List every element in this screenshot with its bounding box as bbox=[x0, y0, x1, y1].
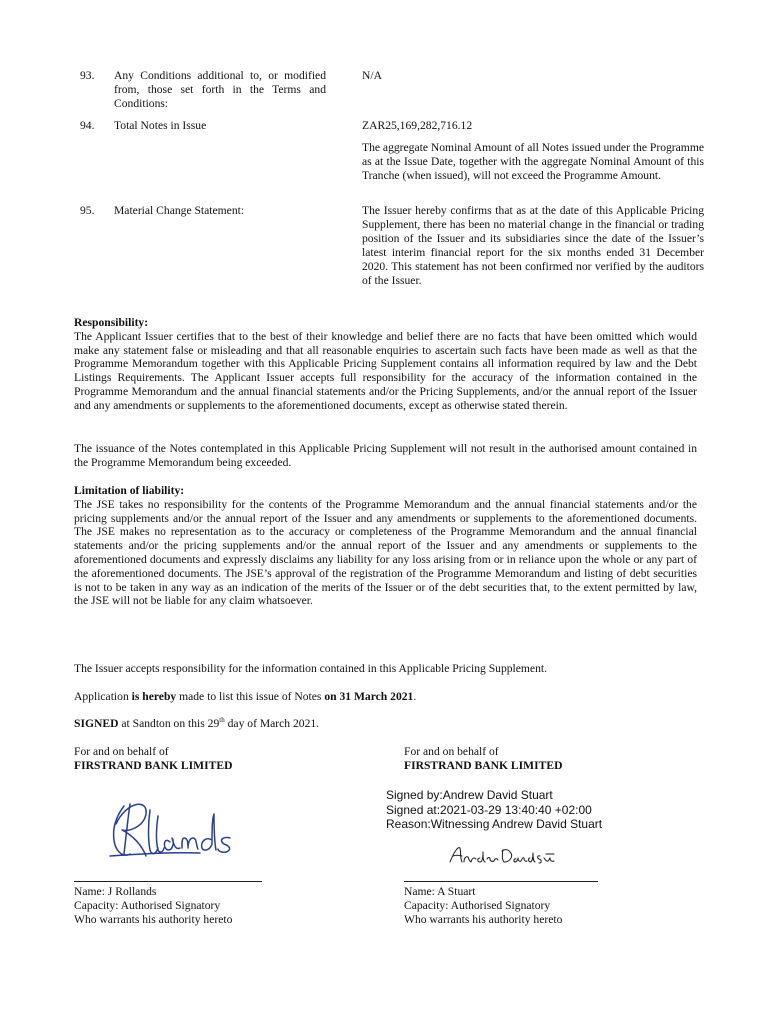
digital-reason: Reason:Witnessing Andrew David Stuart bbox=[386, 817, 603, 832]
signature-line-left bbox=[74, 881, 262, 882]
signatory-name: Name: A Stuart bbox=[404, 885, 476, 898]
responsibility-heading: Responsibility: bbox=[74, 316, 149, 329]
digital-signed-by: Signed by:Andrew David Stuart bbox=[386, 788, 553, 802]
signatory-right-details bbox=[404, 885, 562, 927]
signatory-capacity: Capacity: Authorised Signatory bbox=[404, 899, 551, 912]
item-term: Material Change Statement: bbox=[114, 204, 245, 217]
signatory-capacity: Capacity: Authorised Signatory bbox=[74, 899, 221, 912]
responsibility-paragraph: The Applicant Issuer certifies that to the best of their knowledge and belief there are no facts that have been omitted which would make any statement false or misleading and that all reasonable enquiries to ascertain such facts have been made as well as that the Programme Memorandum together with this Applicable Pricing Supplement contains all information required by law and the Debt Listings Requirements. The Applicant Issuer accepts full responsibility for the accuracy of the information contained in the Programme Memorandum and the annual financial statements and/or the Pricing Supplements, and/or the annual report of the Issuer and any amendments or supplements to the aforementioned documents, except as otherwise stated therein. bbox=[74, 329, 697, 412]
item-term: Total Notes in Issue bbox=[114, 119, 207, 132]
item-value-note: The aggregate Nominal Amount of all Notes issued under the Programme as at the Issue Date, together with the aggregate Nominal Amount of this Tranche (when issued), will not exceed the Programme Amount. bbox=[362, 141, 704, 182]
signatory-warrant: Who warrants his authority hereto bbox=[74, 913, 233, 926]
item-value: The Issuer hereby confirms that as at the date of this Applicable Pricing Supplement, there has been no material change in the financial or trading position of the Issuer and its subsidiaries since the date of the Issuer’s latest interim financial report for the six months ended 31 December 2020. This statement has not been confirmed nor verified by the auditors of the Issuer. bbox=[362, 204, 704, 287]
item-number: 95. bbox=[80, 204, 95, 217]
signature-rollands bbox=[100, 796, 250, 864]
signatory-warrant: Who warrants his authority hereto bbox=[404, 913, 563, 926]
digital-signature-block bbox=[386, 788, 602, 832]
behalf-label: For and on behalf of bbox=[404, 745, 499, 758]
item-term: Any Conditions additional to, or modified from, those set forth in the Terms and Conditions: bbox=[114, 69, 326, 110]
signature-line-right bbox=[404, 881, 598, 882]
issuer-accepts-statement: The Issuer accepts responsibility for the information contained in this Applicable Pricing Supplement. bbox=[74, 662, 547, 675]
issuance-paragraph-block bbox=[74, 442, 697, 470]
limitation-section bbox=[74, 484, 697, 608]
bank-name: FIRSTRAND BANK LIMITED bbox=[74, 759, 233, 772]
limitation-heading: Limitation of liability: bbox=[74, 484, 185, 497]
item-number: 94. bbox=[80, 119, 95, 132]
signatory-left-details bbox=[74, 885, 232, 927]
limitation-paragraph: The JSE takes no responsibility for the contents of the Programme Memorandum and the annual financial statements and/or the pricing supplements and/or the annual report of the Issuer and any amendments or supplements to the aforementioned documents. The JSE makes no representation as to the accuracy or completeness of the Programme Memorandum and the annual financial statements and/or the pricing supplements and/or the annual report of the Issuer and any amendments or supplements to the aforementioned documents and expressly disclaims any liability for any loss arising from or in reliance upon the whole or any part of the aforementioned documents. The JSE’s approval of the registration of the Programme Memorandum and listing of debt securities is not to be taken in any way as an indication of the merits of the Issuer or of the debt securities that, to the extent permitted by law, the JSE will not be liable for any claim whatsoever. bbox=[74, 497, 697, 608]
item-number: 93. bbox=[80, 69, 95, 82]
signed-statement: SIGNED at Sandton on this 29th day of March 2021. bbox=[74, 716, 320, 730]
item-value: N/A bbox=[362, 69, 382, 82]
item-value: ZAR25,169,282,716.12 bbox=[362, 119, 473, 132]
signatory-right-header bbox=[404, 745, 562, 773]
responsibility-section bbox=[74, 316, 697, 413]
signatory-left-header bbox=[74, 745, 232, 773]
signatory-name: Name: J Rollands bbox=[74, 885, 157, 898]
issuance-paragraph: The issuance of the Notes contemplated in this Applicable Pricing Supplement will not result in the authorised amount contained in the Programme Memorandum being exceeded. bbox=[74, 442, 697, 469]
bank-name: FIRSTRAND BANK LIMITED bbox=[404, 759, 563, 772]
signature-stuart bbox=[446, 842, 558, 868]
application-statement: Application is hereby made to list this issue of Notes on 31 March 2021. bbox=[74, 690, 417, 703]
digital-signed-at: Signed at:2021-03-29 13:40:40 +02:00 bbox=[386, 802, 592, 817]
behalf-label: For and on behalf of bbox=[74, 745, 169, 758]
